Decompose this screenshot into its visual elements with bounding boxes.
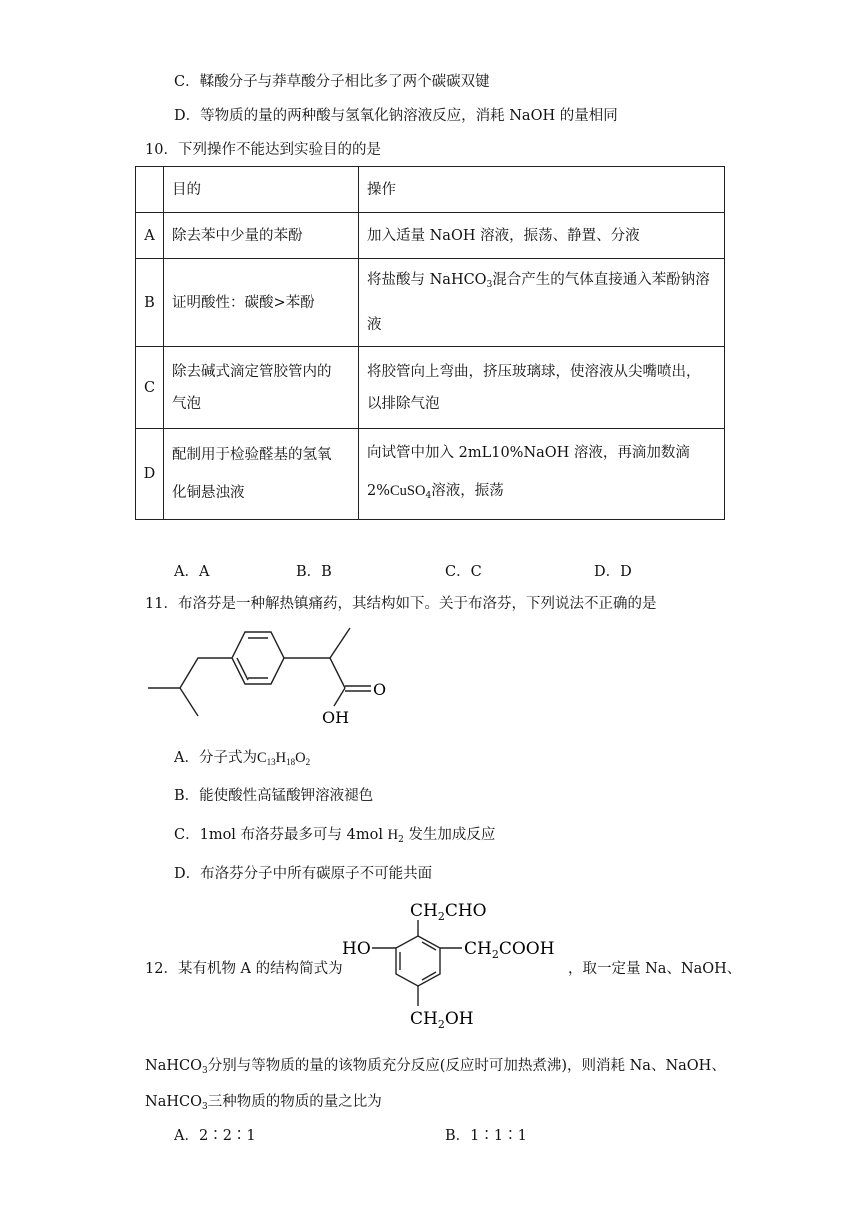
row-letter: B [136, 259, 164, 347]
q9-option-c: C．鞣酸分子与莽草酸分子相比多了两个碳碳双键 [174, 74, 490, 90]
element-o: O [295, 750, 306, 766]
q12-option-a: A．2∶2∶1 [174, 1128, 256, 1144]
element-h: H [275, 750, 287, 766]
q10-table [135, 166, 725, 520]
q12-stem-end: ，取一定量 Na、NaOH、 [568, 961, 742, 977]
op-text: 混合产生的气体直接通入苯酚钠溶 [492, 272, 710, 288]
formula: NaHCO [145, 1058, 202, 1074]
table-row [136, 213, 725, 259]
row-letter: D [136, 429, 164, 520]
carboxyl-bond [330, 658, 345, 688]
q11-option-d: D．布洛芬分子中所有碳原子不可能共面 [174, 866, 433, 882]
q10-option-d: D．D [594, 564, 632, 580]
q11-option-b: B．能使酸性高锰酸钾溶液褪色 [174, 788, 374, 804]
subscript: 13 [266, 757, 276, 767]
row-operation [359, 259, 725, 347]
q12-option-b: B．1∶1∶1 [445, 1128, 527, 1144]
q12-stem-start: 12．某有机物 A 的结构简式为 [145, 961, 343, 977]
isobutyl-chain [148, 658, 232, 688]
row-purpose [164, 429, 359, 520]
compound-a-structure [338, 896, 568, 1042]
option-text: A．分子式为 [174, 750, 257, 766]
formula: CuSO [390, 482, 426, 499]
purpose-line: 配制用于检验醛基的氢氧 [172, 447, 332, 463]
substituent-top: $CH_2CHO$ [410, 901, 487, 923]
subscript: 2 [398, 835, 404, 845]
benzene-ring [232, 632, 284, 684]
substituent-left: HO [342, 939, 371, 959]
table-row [136, 347, 725, 429]
op-text: 以排除气泡 [367, 395, 440, 412]
row-operation [359, 347, 725, 429]
q10-option-c: C．C [445, 564, 482, 580]
table-corner-cell [136, 167, 164, 213]
q11-option-a [174, 751, 310, 767]
formula: H [387, 827, 399, 843]
option-text: C．1mol 布洛芬最多可与 4mol [174, 827, 388, 843]
purpose-line: 化铜悬浊液 [172, 485, 245, 501]
table-header-row [136, 167, 725, 213]
subscript: 3 [201, 1066, 208, 1076]
substituent-bottom: $CH_2OH$ [410, 1009, 474, 1031]
option-text: 发生加成反应 [403, 827, 496, 843]
purpose-line: 除去碱式滴定管胶管内的 [172, 363, 332, 380]
subscript: 3 [201, 1102, 208, 1112]
header-operation: 操作 [359, 167, 725, 213]
row-purpose: 证明酸性：碳酸>苯酚 [164, 259, 359, 347]
subscript: 2 [305, 757, 311, 767]
formula: NaHCO [145, 1094, 202, 1110]
substituent-right: $CH_2COOH$ [464, 939, 555, 961]
carbonyl-oxygen: O [373, 680, 387, 699]
q10-option-b: B．B [296, 564, 332, 580]
header-purpose: 目的 [164, 167, 359, 213]
row-operation: 加入适量 NaOH 溶液，振荡、静置、分液 [359, 213, 725, 259]
row-letter: C [136, 347, 164, 429]
table-row [136, 259, 725, 347]
op-text: 溶液，振荡 [431, 482, 504, 499]
op-text: 向试管中加入 2mL10%NaOH 溶液，再滴加数滴 [367, 444, 690, 461]
ibuprofen-structure [140, 622, 410, 732]
subscript: 18 [286, 757, 296, 767]
q10-stem: 10．下列操作不能达到实验目的的是 [145, 142, 381, 158]
benzene-ring [396, 936, 440, 986]
methyl-branch [284, 628, 350, 658]
op-text: 2% [367, 482, 391, 499]
q9-option-d: D．等物质的量的两种酸与氢氧化钠溶液反应，消耗 NaOH 的量相同 [174, 108, 618, 124]
op-text: 将盐酸与 NaHCO [367, 272, 487, 288]
row-operation [359, 429, 725, 520]
stem-text: 分别与等物质的量的该物质充分反应(反应时可加热煮沸)，则消耗 Na、NaOH、 [207, 1058, 726, 1074]
q11-stem: 11．布洛芬是一种解热镇痛药，其结构如下。关于布洛芬，下列说法不正确的是 [145, 596, 657, 612]
op-text: 液 [367, 317, 382, 333]
q12-line3 [145, 1095, 382, 1112]
formula [257, 750, 310, 766]
subscript: 4 [425, 490, 432, 501]
row-purpose [164, 347, 359, 429]
stem-text: 三种物质的物质的量之比为 [207, 1094, 382, 1110]
table-row [136, 429, 725, 520]
q12-line2 [145, 1059, 726, 1076]
subscript: 3 [486, 280, 493, 290]
q10-option-a: A．A [174, 564, 210, 580]
row-letter: A [136, 213, 164, 259]
row-purpose: 除去苯中少量的苯酚 [164, 213, 359, 259]
element-c: C [256, 750, 267, 766]
op-text: 将胶管向上弯曲，挤压玻璃球，使溶液从尖嘴喷出， [367, 363, 701, 380]
purpose-line: 气泡 [172, 395, 201, 412]
hydroxyl-label: OH [322, 708, 350, 727]
q11-option-c [174, 828, 495, 845]
